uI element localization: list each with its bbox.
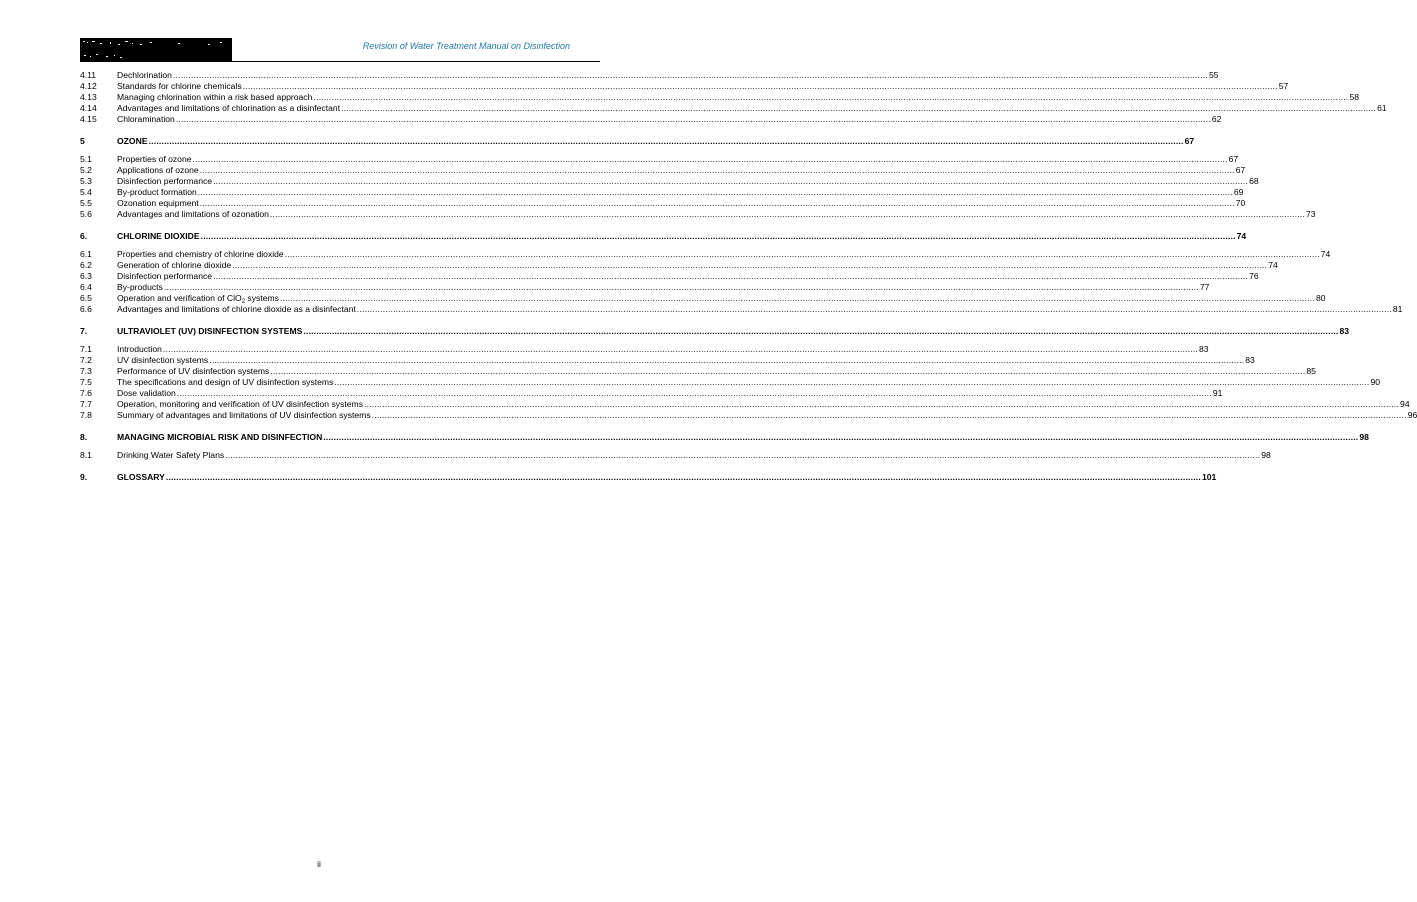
toc-dot-leader: ................................................................................................................................................................................................................................................................................................................................................................................................................ bbox=[200, 231, 1236, 241]
toc-section-number: 8. bbox=[80, 432, 88, 442]
toc-page-number: 67 bbox=[1228, 154, 1239, 164]
toc-dot-leader: ................................................................................................................................................................................................................................................................................................................................................................................................................ bbox=[209, 355, 1245, 365]
toc-page-number: 55 bbox=[1208, 70, 1219, 80]
toc-dot-leader: ................................................................................................................................................................................................................................................................................................................................................................................................................ bbox=[148, 136, 1184, 146]
toc-page-number: 67 bbox=[1235, 165, 1246, 175]
toc-dot-leader: ................................................................................................................................................................................................................................................................................................................................................................................................................ bbox=[371, 410, 1407, 420]
toc-entry-row[interactable] bbox=[80, 92, 1359, 103]
toc-section-number: 5 bbox=[80, 136, 85, 146]
toc-page-number: 98 bbox=[1261, 450, 1271, 460]
toc-section-number: 5.2 bbox=[80, 165, 92, 175]
toc-section-title: CHLORINE DIOXIDE bbox=[117, 231, 200, 241]
toc-entry-row[interactable] bbox=[80, 81, 1289, 92]
toc-entry-row[interactable] bbox=[80, 271, 1259, 282]
toc-section-title: Drinking Water Safety Plans bbox=[117, 450, 225, 460]
toc-section-number: 8.1 bbox=[80, 450, 92, 460]
toc-entry-row[interactable] bbox=[80, 377, 1380, 388]
toc-entry-row[interactable] bbox=[80, 260, 1278, 271]
toc-entry-row[interactable] bbox=[80, 103, 1387, 114]
toc-section-number: 5.5 bbox=[80, 198, 92, 208]
toc-section-number: 7.3 bbox=[80, 366, 92, 376]
toc-section-number: 4.12 bbox=[80, 81, 97, 91]
toc-chapter-row[interactable] bbox=[80, 432, 1369, 443]
toc-page-number: 101 bbox=[1201, 472, 1217, 482]
toc-dot-leader: ................................................................................................................................................................................................................................................................................................................................................................................................................ bbox=[284, 249, 1320, 259]
toc-spacer bbox=[80, 220, 577, 231]
toc-entry-row[interactable] bbox=[80, 344, 1209, 355]
toc-dot-leader: ................................................................................................................................................................................................................................................................................................................................................................................................................ bbox=[175, 114, 1211, 124]
toc-section-title: Advantages and limitations of chlorination as a disinfectant bbox=[117, 103, 341, 113]
toc-dot-leader: ................................................................................................................................................................................................................................................................................................................................................................................................................ bbox=[334, 377, 1370, 387]
toc-spacer bbox=[80, 461, 577, 472]
toc-entry-row[interactable] bbox=[80, 154, 1239, 165]
toc-page-number: 69 bbox=[1233, 187, 1244, 197]
toc-dot-leader: ................................................................................................................................................................................................................................................................................................................................................................................................................ bbox=[199, 198, 1235, 208]
toc-section-title: Dechlorination bbox=[117, 70, 172, 80]
toc-section-title: Performance of UV disinfection systems bbox=[117, 366, 270, 376]
toc-section-number: 7.7 bbox=[80, 399, 92, 409]
toc-dot-leader: ................................................................................................................................................................................................................................................................................................................................................................................................................ bbox=[279, 293, 1315, 303]
toc-dot-leader: ................................................................................................................................................................................................................................................................................................................................................................................................................ bbox=[341, 103, 1377, 113]
toc-entry-row[interactable] bbox=[80, 187, 1244, 198]
toc-section-number: 4.13 bbox=[80, 92, 97, 102]
toc-page-number: 58 bbox=[1349, 92, 1359, 102]
toc-page-number: 96 bbox=[1407, 410, 1417, 420]
toc-section-number: 6.3 bbox=[80, 271, 92, 281]
toc-section-title: Disinfection performance bbox=[117, 176, 213, 186]
toc-section-number: 6.1 bbox=[80, 249, 92, 259]
toc-dot-leader: ................................................................................................................................................................................................................................................................................................................................................................................................................ bbox=[225, 450, 1261, 460]
toc-section-title: Standards for chlorine chemicals bbox=[117, 81, 242, 91]
toc-section-title: Advantages and limitations of ozonation bbox=[117, 209, 269, 219]
toc-page-number: 83 bbox=[1245, 355, 1255, 365]
toc-entry-row[interactable] bbox=[80, 293, 1326, 305]
toc-entry-row[interactable] bbox=[80, 209, 1316, 220]
toc-dot-leader: ................................................................................................................................................................................................................................................................................................................................................................................................................ bbox=[356, 304, 1392, 314]
toc-section-number: 7.5 bbox=[80, 377, 92, 387]
toc-section-number: 7.8 bbox=[80, 410, 92, 420]
toc-section-number: 6.5 bbox=[80, 293, 92, 303]
toc-entry-row[interactable] bbox=[80, 355, 1255, 366]
toc-page-number: 57 bbox=[1278, 81, 1289, 91]
toc-section-title: Generation of chlorine dioxide bbox=[117, 260, 232, 270]
toc-entry-row[interactable] bbox=[80, 282, 1210, 293]
toc-section-title: Advantages and limitations of chlorine dioxide as a disinfectant bbox=[117, 304, 356, 314]
toc-section-number: 7.2 bbox=[80, 355, 92, 365]
toc-dot-leader: ................................................................................................................................................................................................................................................................................................................................................................................................................ bbox=[213, 271, 1249, 281]
toc-entry-row[interactable] bbox=[80, 399, 1410, 410]
toc-page-number: 98 bbox=[1359, 432, 1369, 442]
toc-page-number: 70 bbox=[1235, 198, 1246, 208]
toc-section-number: 9. bbox=[80, 472, 88, 482]
toc-page-number: 85 bbox=[1306, 366, 1316, 376]
toc-dot-leader: ................................................................................................................................................................................................................................................................................................................................................................................................................ bbox=[242, 81, 1278, 91]
toc-section-number: 4.11 bbox=[80, 70, 97, 80]
toc-section-number: 7.1 bbox=[80, 344, 92, 354]
toc-page-number: 81 bbox=[1392, 304, 1403, 314]
toc-section-number: 6. bbox=[80, 231, 88, 241]
toc-entry-row[interactable] bbox=[80, 165, 1246, 176]
toc-spacer bbox=[80, 443, 577, 450]
toc-entry-row[interactable] bbox=[80, 198, 1246, 209]
toc-dot-leader: ................................................................................................................................................................................................................................................................................................................................................................................................................ bbox=[232, 260, 1268, 270]
toc-entry-row[interactable] bbox=[80, 249, 1331, 260]
toc-spacer bbox=[80, 337, 577, 344]
toc-entry-row[interactable] bbox=[80, 70, 1219, 81]
toc-dot-leader: ................................................................................................................................................................................................................................................................................................................................................................................................................ bbox=[162, 344, 1198, 354]
toc-section-title: Ozonation equipment bbox=[117, 198, 199, 208]
toc-section-title: OZONE bbox=[117, 136, 148, 146]
toc-section-number: 5.1 bbox=[80, 154, 92, 164]
page-number: ii bbox=[317, 859, 321, 869]
toc-section-title: Chloramination bbox=[117, 114, 175, 124]
toc-dot-leader: ................................................................................................................................................................................................................................................................................................................................................................................................................ bbox=[303, 326, 1339, 336]
toc-section-number: 7. bbox=[80, 326, 88, 336]
toc-dot-leader: ................................................................................................................................................................................................................................................................................................................................................................................................................ bbox=[163, 282, 1199, 292]
toc-section-number: 6.6 bbox=[80, 304, 92, 314]
toc-page-number: 68 bbox=[1249, 176, 1259, 186]
toc-dot-leader: ................................................................................................................................................................................................................................................................................................................................................................................................................ bbox=[213, 176, 1249, 186]
toc-dot-leader: ................................................................................................................................................................................................................................................................................................................................................................................................................ bbox=[197, 187, 1233, 197]
toc-page-number: 91 bbox=[1212, 388, 1223, 398]
toc-spacer bbox=[80, 421, 577, 432]
toc-dot-leader: ................................................................................................................................................................................................................................................................................................................................................................................................................ bbox=[270, 366, 1306, 376]
toc-section-title: UV disinfection systems bbox=[117, 355, 209, 365]
toc-chapter-row[interactable] bbox=[80, 472, 1217, 483]
toc-page-number: 83 bbox=[1198, 344, 1209, 354]
toc-section-title: Dose validation bbox=[117, 388, 176, 398]
toc-page-number: 76 bbox=[1249, 271, 1259, 281]
toc-page-number: 77 bbox=[1199, 282, 1210, 292]
toc-entry-row[interactable] bbox=[80, 410, 1417, 421]
toc-page-number: 90 bbox=[1370, 377, 1380, 387]
toc-dot-leader: ................................................................................................................................................................................................................................................................................................................................................................................................................ bbox=[269, 209, 1305, 219]
toc-dot-leader: ................................................................................................................................................................................................................................................................................................................................................................................................................ bbox=[364, 399, 1400, 409]
toc-dot-leader: ................................................................................................................................................................................................................................................................................................................................................................................................................ bbox=[176, 388, 1212, 398]
toc-dot-leader: ................................................................................................................................................................................................................................................................................................................................................................................................................ bbox=[199, 165, 1235, 175]
toc-entry-row[interactable] bbox=[80, 366, 1316, 377]
toc-section-title: GLOSSARY bbox=[117, 472, 165, 482]
toc-dot-leader: ................................................................................................................................................................................................................................................................................................................................................................................................................ bbox=[323, 432, 1359, 442]
toc-entry-row[interactable] bbox=[80, 114, 1222, 125]
toc-page-number: 67 bbox=[1184, 136, 1195, 146]
toc-page-number: 74 bbox=[1236, 231, 1247, 241]
toc-entry-row[interactable] bbox=[80, 176, 1259, 187]
toc-section-number: 5.3 bbox=[80, 176, 92, 186]
toc-section-title: Properties of ozone bbox=[117, 154, 192, 164]
toc-section-title: MANAGING MICROBIAL RISK AND DISINFECTION bbox=[117, 432, 323, 442]
toc-dot-leader: ................................................................................................................................................................................................................................................................................................................................................................................................................ bbox=[165, 472, 1201, 482]
toc-entry-row[interactable] bbox=[80, 388, 1223, 399]
toc-spacer bbox=[80, 315, 577, 326]
toc-section-title: Operation, monitoring and verification of UV disinfection systems bbox=[117, 399, 363, 409]
toc-section-title: Introduction bbox=[117, 344, 162, 354]
toc-page-number: 80 bbox=[1315, 293, 1326, 303]
toc-section-number: 5.6 bbox=[80, 209, 92, 219]
toc-page-number: 94 bbox=[1400, 399, 1410, 409]
toc-section-title: Disinfection performance bbox=[117, 271, 213, 281]
toc-page-number: 74 bbox=[1320, 249, 1331, 259]
toc-section-number: 4.14 bbox=[80, 103, 97, 113]
toc-section-number: 5.4 bbox=[80, 187, 92, 197]
toc-section-title: The specifications and design of UV disinfection systems bbox=[117, 377, 334, 387]
toc-section-title: Applications of ozone bbox=[117, 165, 199, 175]
toc-section-title: Operation and verification of ClO$_2$ systems bbox=[117, 293, 279, 305]
document-header-title: Revision of Water Treatment Manual on Disinfection bbox=[362, 41, 570, 51]
toc-dot-leader: ................................................................................................................................................................................................................................................................................................................................................................................................................ bbox=[313, 92, 1349, 102]
toc-section-number: 6.4 bbox=[80, 282, 92, 292]
toc-chapter-row[interactable] bbox=[80, 326, 1350, 337]
toc-page-number: 73 bbox=[1305, 209, 1316, 219]
toc-entry-row[interactable] bbox=[80, 450, 1271, 461]
header-divider bbox=[80, 61, 600, 62]
toc-section-title: Managing chlorination within a risk based approach bbox=[117, 92, 313, 102]
toc-page-number: 74 bbox=[1268, 260, 1278, 270]
toc-spacer bbox=[80, 125, 577, 136]
toc-section-title: By-products bbox=[117, 282, 163, 292]
toc-section-number: 7.6 bbox=[80, 388, 92, 398]
organization-logo bbox=[80, 38, 232, 62]
logo-mark-top bbox=[80, 38, 232, 49]
toc-spacer bbox=[80, 242, 577, 249]
toc-chapter-row[interactable] bbox=[80, 231, 1247, 242]
table-of-contents bbox=[80, 70, 1417, 483]
toc-dot-leader: ................................................................................................................................................................................................................................................................................................................................................................................................................ bbox=[192, 154, 1228, 164]
toc-dot-leader: ................................................................................................................................................................................................................................................................................................................................................................................................................ bbox=[172, 70, 1208, 80]
toc-section-title: ULTRAVIOLET (UV) DISINFECTION SYSTEMS bbox=[117, 326, 303, 336]
toc-page-number: 62 bbox=[1211, 114, 1222, 124]
toc-section-number: 4.15 bbox=[80, 114, 97, 124]
toc-section-title: Summary of advantages and limitations of UV disinfection systems bbox=[117, 410, 371, 420]
toc-spacer bbox=[80, 147, 577, 154]
toc-section-number: 6.2 bbox=[80, 260, 92, 270]
toc-page-number: 61 bbox=[1377, 103, 1387, 113]
toc-entry-row[interactable] bbox=[80, 304, 1403, 315]
toc-section-title: By-product formation bbox=[117, 187, 197, 197]
toc-page-number: 83 bbox=[1339, 326, 1350, 336]
toc-chapter-row[interactable] bbox=[80, 136, 1195, 147]
toc-section-title: Properties and chemistry of chlorine dioxide bbox=[117, 249, 284, 259]
